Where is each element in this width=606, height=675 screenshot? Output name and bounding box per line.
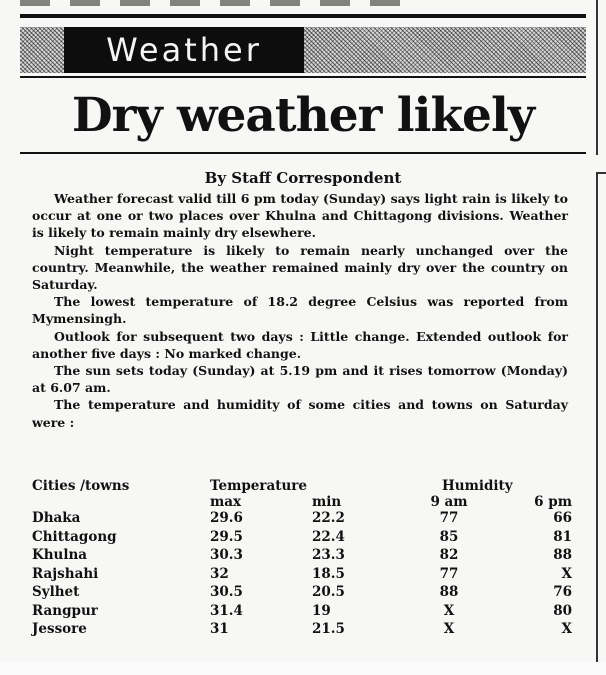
humidity-6pm-cell: 81 [553,528,572,545]
table-row [32,547,572,566]
headline-rule [20,152,586,154]
byline: By Staff Correspondent [204,169,402,187]
paragraph: Weather forecast valid till 6 pm today (Sunday) says light rain is likely to occur at one or two places over Khulna and Chittagong divisions. Weather is likely to remain mainly dry elsewhere. [32,191,568,241]
table-row [32,584,572,603]
column-divider [596,172,598,662]
city-cell: Chittagong [32,528,117,545]
min-cell: 23.3 [312,547,345,563]
paragraph: Night temperature is likely to remain nearly unchanged over the country. Meanwhile, the weather remained mainly dry over the country on Saturday. [32,242,568,293]
top-bleed-text [20,0,420,6]
table-row [32,510,572,529]
column-divider-tick [596,172,606,174]
city-cell: Sylhet [32,584,80,600]
max-cell: 32 [210,565,229,582]
humidity-9am-cell: 82 [439,547,459,563]
table-row [32,566,572,585]
min-cell: 20.5 [312,584,345,600]
min-cell: 22.2 [312,510,345,526]
paragraph: The lowest temperature of 18.2 degree Celsius was reported from Mymensingh. [32,294,568,327]
header-6pm: 6 pm [534,494,572,510]
top-rule [20,14,586,18]
paragraph: Outlook for subsequent two days : Little change. Extended outlook for another five days : No marked change. [32,328,568,361]
humidity-9am-cell: X [443,621,455,637]
header-min: min [312,494,342,510]
max-cell: 30.5 [210,584,243,600]
weather-table [32,478,572,640]
humidity-6pm-cell: 80 [553,602,572,619]
table-row [32,529,572,548]
section-banner [20,27,586,73]
min-cell: 18.5 [312,565,345,582]
city-cell: Dhaka [32,510,81,526]
header-cities: Cities /towns [32,478,130,494]
paragraph: The temperature and humidity of some cities and towns on Saturday were : [32,397,568,430]
column-divider [596,0,598,155]
city-cell: Khulna [32,547,88,563]
min-cell: 21.5 [312,621,345,637]
humidity-6pm-cell: 88 [553,547,572,563]
paragraph: The sun sets today (Sunday) at 5.19 pm and it rises tomorrow (Monday) at 6.07 am. [32,363,568,396]
city-cell: Rangpur [32,602,98,619]
banner-rule [20,76,586,78]
table-row [32,603,572,622]
humidity-6pm-cell: X [561,621,572,637]
min-cell: 22.4 [312,528,345,545]
page-bottom-margin [0,662,606,675]
humidity-9am-cell: 77 [439,510,459,526]
humidity-6pm-cell: X [561,565,572,582]
header-max: max [210,494,242,510]
humidity-6pm-cell: 66 [553,510,572,526]
table-subheader-row [32,494,572,510]
humidity-9am-cell: 77 [439,565,459,582]
table-row [32,621,572,640]
header-humidity: Humidity [442,478,513,494]
max-cell: 29.6 [210,510,243,526]
max-cell: 31 [210,621,229,637]
humidity-9am-cell: 88 [439,584,459,600]
article-body [32,190,568,431]
city-cell: Jessore [32,621,87,637]
table-header-row [32,478,572,494]
max-cell: 31.4 [210,602,243,619]
header-temperature: Temperature [210,478,308,494]
max-cell: 29.5 [210,528,243,545]
humidity-9am-cell: X [443,602,455,619]
section-label: Weather [64,27,304,73]
header-9am: 9 am [430,494,468,510]
humidity-9am-cell: 85 [439,528,459,545]
humidity-6pm-cell: 76 [553,584,572,600]
max-cell: 30.3 [210,547,243,563]
city-cell: Rajshahi [32,565,99,582]
min-cell: 19 [312,602,331,619]
headline: Dry weather likely [71,88,535,143]
